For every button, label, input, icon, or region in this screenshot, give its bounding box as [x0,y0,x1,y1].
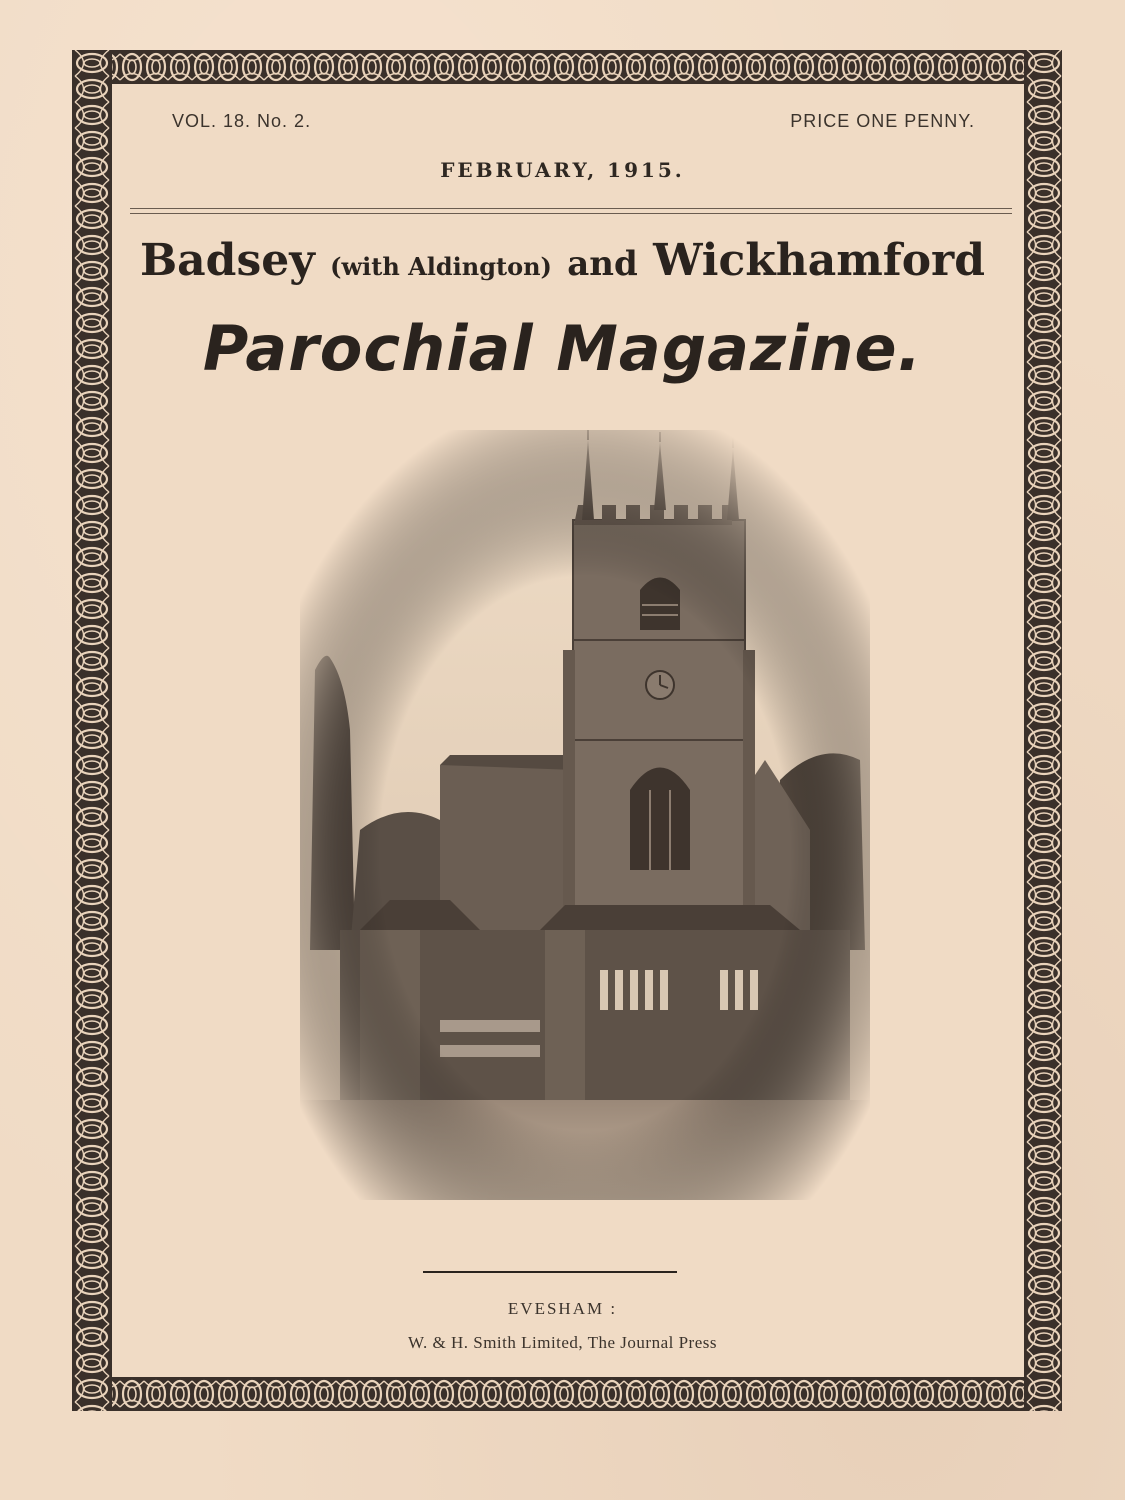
church-photograph [300,430,870,1200]
ornamental-border-top [72,50,1062,84]
printer-credit: W. & H. Smith Limited, The Journal Press [408,1333,717,1352]
magazine-title: Parochial Magazine. [202,312,923,385]
volume-number: VOL. 18. No. 2. [172,111,312,131]
issue-date: FEBRUARY, 1915. [440,158,685,182]
ornamental-border-bottom [72,1377,1062,1411]
header-rule [130,208,1012,209]
title-aldington: (with Aldington) [330,252,552,281]
header-rule [130,213,1012,214]
title-badsey: Badsey [139,235,315,286]
price-label: PRICE ONE PENNY. [790,111,975,131]
magazine-parish-title [0,235,1125,286]
title-wickhamford: Wickhamford [653,235,986,286]
title-and: and [567,244,638,284]
footer-rule [423,1271,677,1273]
publication-place: EVESHAM : [507,1299,618,1318]
